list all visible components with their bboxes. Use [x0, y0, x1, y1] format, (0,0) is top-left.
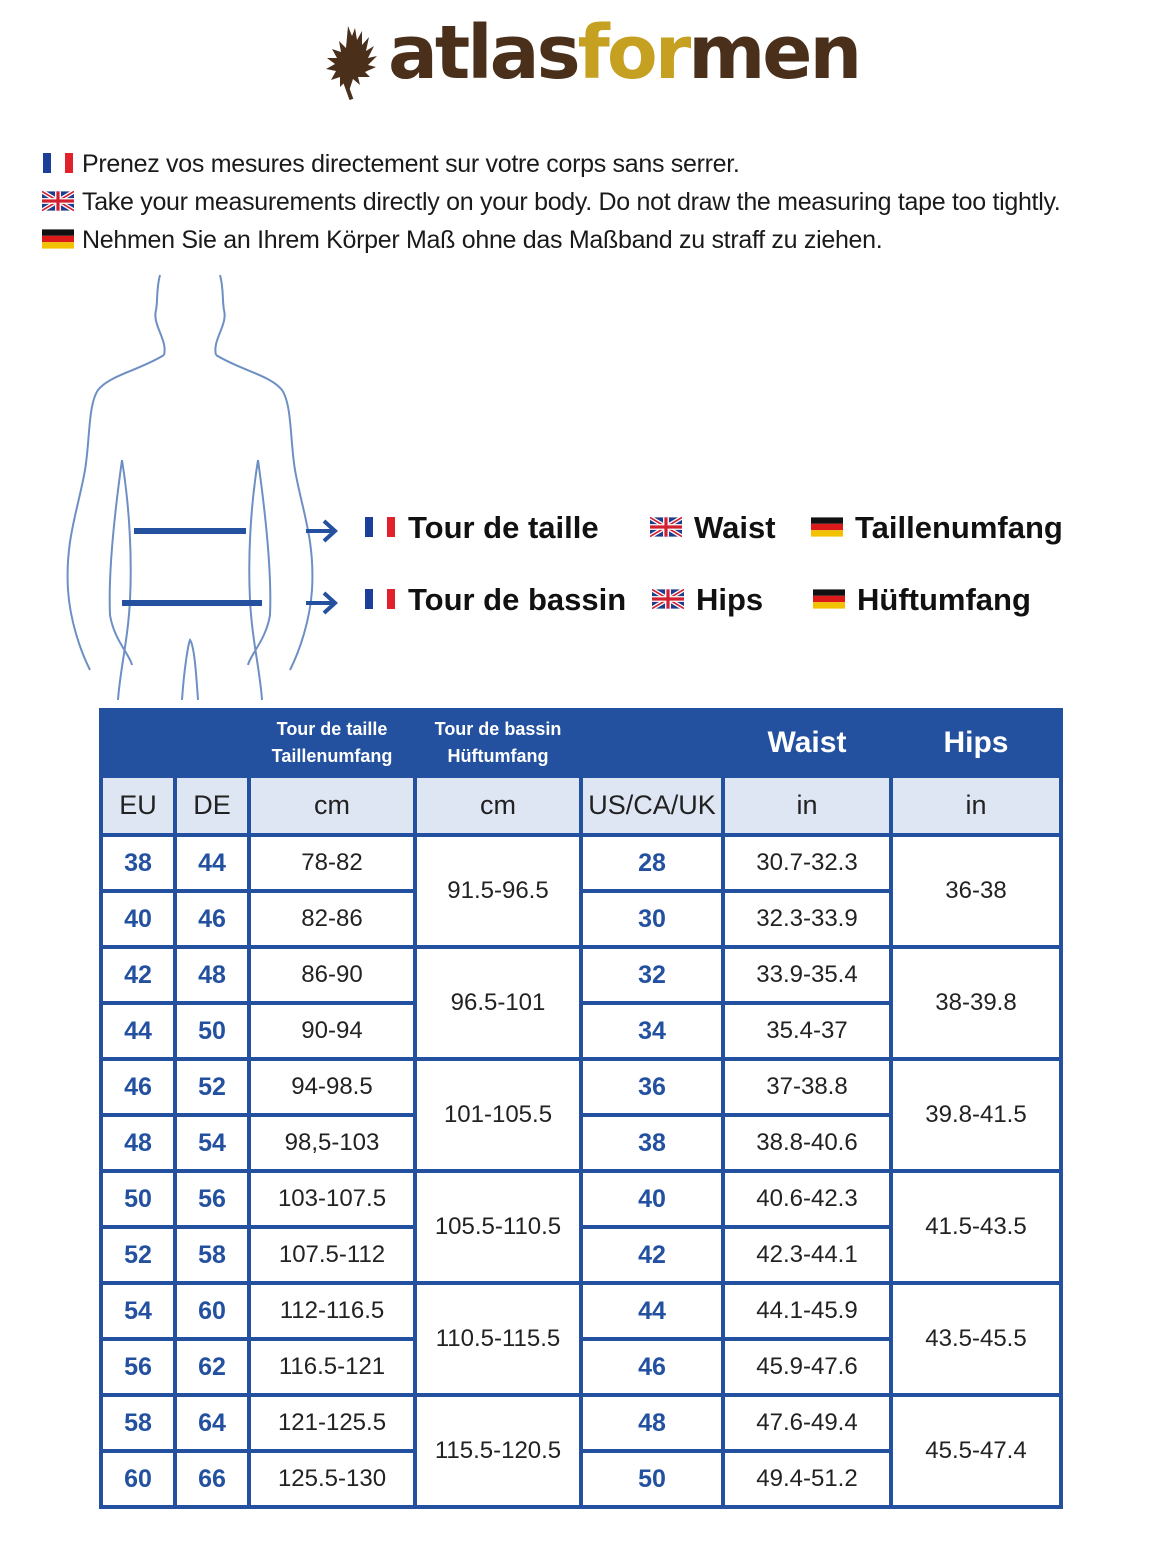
size-eu-cell: 60: [101, 1451, 175, 1507]
hips-in-cell: 39.8-41.5: [891, 1059, 1061, 1171]
instruction-en-text: Take your measurements directly on your body. Do not draw the measuring tape too tightly.: [82, 188, 1061, 216]
waist-cm-cell: 121-125.5: [249, 1395, 415, 1451]
size-us-cell: 40: [581, 1171, 723, 1227]
legend-waist-en-label: Waist: [694, 510, 776, 545]
size-eu-cell: 58: [101, 1395, 175, 1451]
size-us-cell: 44: [581, 1283, 723, 1339]
header-hips-fr: Tour de bassin: [434, 719, 562, 739]
unit-eu: EU: [101, 776, 175, 835]
unit-waist-in: in: [723, 776, 891, 835]
size-de-cell: 52: [175, 1059, 249, 1115]
size-us-cell: 30: [581, 891, 723, 947]
unit-hips-in: in: [891, 776, 1061, 835]
hips-cm-cell: 105.5-110.5: [415, 1171, 581, 1283]
units-row: [101, 776, 1061, 835]
waist-in-cell: 40.6-42.3: [723, 1171, 891, 1227]
waist-in-cell: 30.7-32.3: [723, 835, 891, 891]
table-row: [101, 1171, 1061, 1227]
hips-cm-cell: 96.5-101: [415, 947, 581, 1059]
size-de-cell: 44: [175, 835, 249, 891]
size-de-cell: 54: [175, 1115, 249, 1171]
size-us-cell: 42: [581, 1227, 723, 1283]
brand-wordmark: [388, 10, 860, 96]
legend-waist-de-label: Taillenumfang: [855, 510, 1063, 545]
waist-in-cell: 42.3-44.1: [723, 1227, 891, 1283]
size-de-cell: 66: [175, 1451, 249, 1507]
hips-cm-cell: 91.5-96.5: [415, 835, 581, 947]
size-eu-cell: 46: [101, 1059, 175, 1115]
arrow-right-icon: [304, 588, 340, 618]
waist-cm-cell: 125.5-130: [249, 1451, 415, 1507]
fr-flag-icon: [42, 153, 74, 173]
waist-cm-cell: 90-94: [249, 1003, 415, 1059]
table-row: [101, 1059, 1061, 1115]
size-us-cell: 36: [581, 1059, 723, 1115]
size-eu-cell: 50: [101, 1171, 175, 1227]
size-de-cell: 46: [175, 891, 249, 947]
size-eu-cell: 40: [101, 891, 175, 947]
hips-in-cell: 45.5-47.4: [891, 1395, 1061, 1507]
size-eu-cell: 54: [101, 1283, 175, 1339]
size-us-cell: 32: [581, 947, 723, 1003]
legend-waist-fr: [364, 510, 599, 546]
uk-flag-icon: [650, 517, 682, 537]
hips-in-cell: 41.5-43.5: [891, 1171, 1061, 1283]
table-row: [101, 947, 1061, 1003]
table-row: [101, 1283, 1061, 1339]
legend-hips-de-label: Hüftumfang: [857, 582, 1031, 617]
size-de-cell: 48: [175, 947, 249, 1003]
waist-cm-cell: 116.5-121: [249, 1339, 415, 1395]
header-hips-cm: [415, 710, 581, 776]
waist-in-cell: 44.1-45.9: [723, 1283, 891, 1339]
size-de-cell: 62: [175, 1339, 249, 1395]
size-eu-cell: 38: [101, 835, 175, 891]
hips-tape-line: [122, 600, 262, 606]
size-de-cell: 50: [175, 1003, 249, 1059]
header-us-blank: [581, 710, 723, 776]
waist-in-cell: 38.8-40.6: [723, 1115, 891, 1171]
brand-part-atlas: atlas: [388, 10, 578, 96]
body-outline-illustration: [60, 270, 320, 700]
brand-part-men: men: [688, 10, 860, 96]
unit-waist-cm: cm: [249, 776, 415, 835]
header-blank: [101, 710, 249, 776]
size-de-cell: 60: [175, 1283, 249, 1339]
brand-logo: [318, 10, 878, 102]
arrow-right-icon: [304, 516, 340, 546]
waist-cm-cell: 82-86: [249, 891, 415, 947]
header-waist-fr: Tour de taille: [276, 719, 388, 739]
instruction-fr: [42, 150, 740, 179]
header-waist-cm: [249, 710, 415, 776]
legend-waist-fr-label: Tour de taille: [408, 510, 599, 545]
table-row: [101, 835, 1061, 891]
legend-waist-en: [650, 510, 776, 546]
size-eu-cell: 48: [101, 1115, 175, 1171]
size-us-cell: 48: [581, 1395, 723, 1451]
legend-hips-en-label: Hips: [696, 582, 764, 617]
waist-cm-cell: 103-107.5: [249, 1171, 415, 1227]
waist-cm-cell: 98,5-103: [249, 1115, 415, 1171]
instruction-de: [42, 226, 882, 255]
size-eu-cell: 42: [101, 947, 175, 1003]
brand-part-for: for: [577, 10, 689, 96]
waist-in-cell: 47.6-49.4: [723, 1395, 891, 1451]
de-flag-icon: [42, 229, 74, 249]
size-us-cell: 50: [581, 1451, 723, 1507]
waist-cm-cell: 86-90: [249, 947, 415, 1003]
size-eu-cell: 56: [101, 1339, 175, 1395]
hips-cm-cell: 101-105.5: [415, 1059, 581, 1171]
hips-cm-cell: 115.5-120.5: [415, 1395, 581, 1507]
hips-cm-cell: 110.5-115.5: [415, 1283, 581, 1395]
waist-in-cell: 35.4-37: [723, 1003, 891, 1059]
hips-in-cell: 36-38: [891, 835, 1061, 947]
de-flag-icon: [813, 589, 845, 609]
waist-in-cell: 32.3-33.9: [723, 891, 891, 947]
hips-in-cell: 43.5-45.5: [891, 1283, 1061, 1395]
waist-cm-cell: 94-98.5: [249, 1059, 415, 1115]
uk-flag-icon: [42, 191, 74, 211]
header-waist-in: Waist: [723, 710, 891, 776]
size-eu-cell: 52: [101, 1227, 175, 1283]
waist-in-cell: 33.9-35.4: [723, 947, 891, 1003]
legend-waist-de: [811, 510, 1063, 546]
size-de-cell: 64: [175, 1395, 249, 1451]
de-flag-icon: [811, 517, 843, 537]
size-us-cell: 46: [581, 1339, 723, 1395]
waist-in-cell: 49.4-51.2: [723, 1451, 891, 1507]
header-row: [101, 710, 1061, 776]
legend-hips-fr: [364, 582, 626, 618]
size-us-cell: 38: [581, 1115, 723, 1171]
size-chart-table: [99, 708, 1063, 1509]
fr-flag-icon: [364, 589, 396, 609]
legend-hips-en: [652, 582, 763, 618]
instruction-de-text: Nehmen Sie an Ihrem Körper Maß ohne das Maßband zu straff zu ziehen.: [82, 226, 883, 254]
legend-hips-fr-label: Tour de bassin: [408, 582, 627, 617]
hips-in-cell: 38-39.8: [891, 947, 1061, 1059]
waist-cm-cell: 112-116.5: [249, 1283, 415, 1339]
table-row: [101, 1395, 1061, 1451]
legend-hips-de: [813, 582, 1031, 618]
size-us-cell: 28: [581, 835, 723, 891]
instruction-en: [42, 188, 1060, 217]
size-us-cell: 34: [581, 1003, 723, 1059]
unit-hips-cm: cm: [415, 776, 581, 835]
unit-de: DE: [175, 776, 249, 835]
waist-tape-line: [134, 528, 246, 534]
size-de-cell: 58: [175, 1227, 249, 1283]
unit-us: US/CA/UK: [581, 776, 723, 835]
size-eu-cell: 44: [101, 1003, 175, 1059]
size-rows: [101, 835, 1061, 1507]
uk-flag-icon: [652, 589, 684, 609]
fr-flag-icon: [364, 517, 396, 537]
header-waist-de: Taillenumfang: [271, 746, 393, 766]
header-hips-de: Hüftumfang: [447, 746, 549, 766]
leaf-logo-icon: [318, 22, 386, 100]
waist-cm-cell: 78-82: [249, 835, 415, 891]
waist-cm-cell: 107.5-112: [249, 1227, 415, 1283]
header-hips-in: Hips: [891, 710, 1061, 776]
waist-in-cell: 37-38.8: [723, 1059, 891, 1115]
waist-in-cell: 45.9-47.6: [723, 1339, 891, 1395]
instruction-fr-text: Prenez vos mesures directement sur votre corps sans serrer.: [82, 150, 740, 178]
size-de-cell: 56: [175, 1171, 249, 1227]
